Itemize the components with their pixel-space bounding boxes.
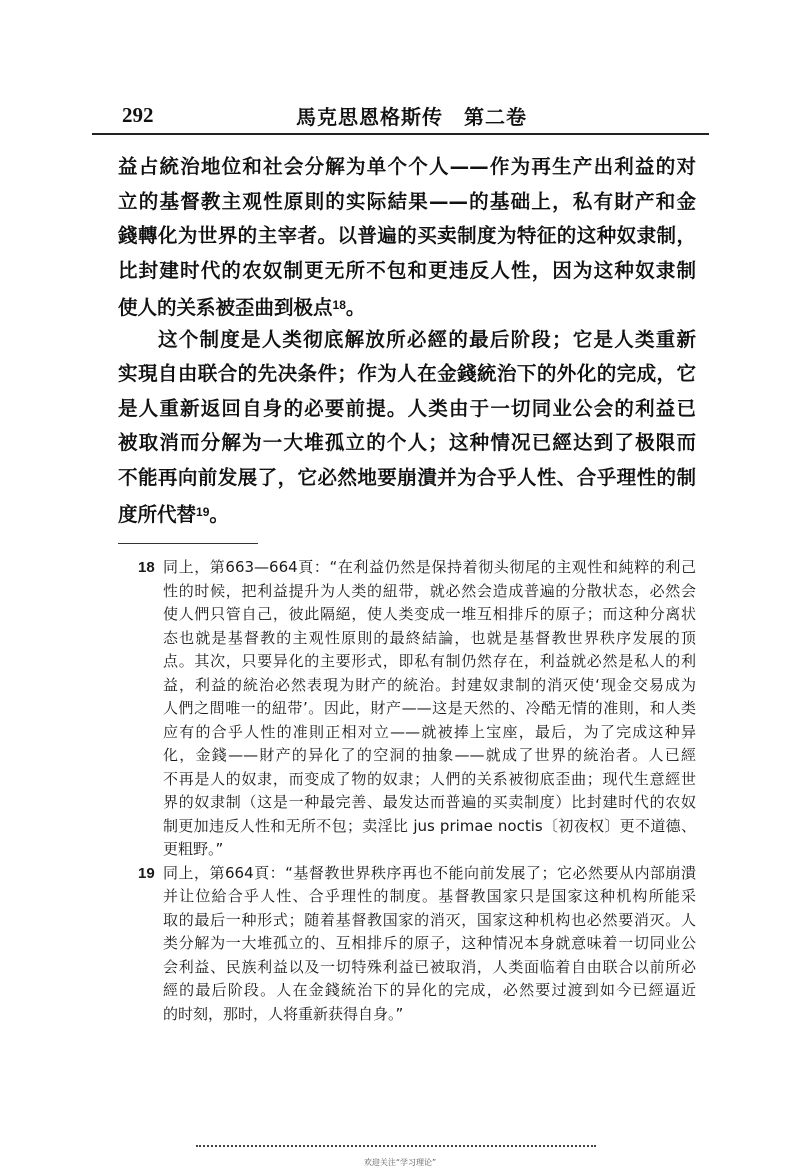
text-line: 不能再向前发展了，它必然地要崩潰并为合乎人性、合乎理性的制 bbox=[118, 465, 696, 489]
footnote-line: 会利益、民族利益以及一切特殊利益已被取消，人类面临着自由联合以前所必 bbox=[163, 957, 696, 976]
footnote-divider bbox=[118, 543, 258, 544]
footnote-ref-18: 18 bbox=[332, 298, 346, 312]
footnote-18 bbox=[118, 556, 696, 862]
main-text bbox=[118, 150, 696, 530]
footnote-number: 19 bbox=[138, 864, 155, 882]
footnote-line: 人們之間唯一的紐带’。因此，財产——这是天然的、冷酷无情的准則，和人类 bbox=[163, 699, 696, 717]
footnote-line: 使人們只管自己，彼此隔絕，使人类变成一堆互相排斥的原子；而这种分离状 bbox=[163, 605, 696, 623]
footnote-line: 同上，第663—664頁：“在利益仍然是保持着彻头彻尾的主观性和純粹的利己 bbox=[163, 558, 696, 576]
period: 。 bbox=[345, 296, 366, 319]
footnote-line: 类分解为一大堆孤立的、互相排斥的原子，这种情况本身就意味着一切同业公 bbox=[163, 934, 696, 952]
footnote-19 bbox=[118, 862, 696, 1027]
footnote-number: 18 bbox=[138, 559, 155, 576]
footnote-ref-19: 19 bbox=[196, 505, 210, 519]
page-number: 292 bbox=[122, 103, 154, 127]
footnote-line: 同上，第664頁：“基督教世界秩序再也不能向前发展了；它必然要从内部崩潰 bbox=[163, 863, 696, 882]
footnote-line: 益，利益的統治必然表現为財产的統治。封建奴隶制的消灭使‘现金交易成为 bbox=[163, 675, 696, 694]
footnotes bbox=[118, 556, 696, 1026]
footer-rule bbox=[196, 1145, 596, 1149]
text-line: 立的基督教主观性原則的实际結果——的基础上，私有財产和金 bbox=[118, 189, 696, 213]
header-rule bbox=[92, 133, 709, 135]
text-line: 錢轉化为世界的主宰者。以普遍的买卖制度为特征的这种奴隶制， bbox=[118, 224, 696, 247]
text-line: 被取消而分解为一大堆孤立的个人；这种情况已經达到了极限而 bbox=[118, 431, 696, 454]
watermark: 欢迎关注“学习理论” bbox=[363, 1158, 437, 1167]
text-line bbox=[118, 288, 696, 323]
footnote-line: 制更加违反人性和无所不包；卖淫比 jus primae noctis〔初夜权〕更不道德、 bbox=[163, 816, 696, 835]
footnote-line: 应有的合乎人性的准則正相对立——就被捧上宝座，最后，为了完成这种异 bbox=[163, 722, 696, 741]
footnote-line: 取的最后一种形式；随着基督教国家的消灭，国家这种机构也必然要消灭。人 bbox=[163, 910, 696, 929]
text-line: 益占統治地位和社会分解为单个个人——作为再生产出利益的对 bbox=[118, 155, 696, 178]
running-title: 馬克思恩格斯传 第二卷 bbox=[296, 105, 527, 129]
footnote-line: 經的最后阶段。人在金錢統治下的异化的完成，必然要过渡到如今已經逼近 bbox=[163, 981, 696, 999]
footnote-line: 更粗野。” bbox=[163, 840, 224, 858]
text-line: 实現自由联合的先决条件；作为人在金錢統治下的外化的完成，它 bbox=[118, 362, 696, 385]
footnote-line: 的时刻，那时，人将重新获得自身。” bbox=[163, 1004, 404, 1023]
footnote-line: 点。其次，只要异化的主要形式，即私有制仍然存在，利益就必然是私人的利 bbox=[163, 652, 696, 670]
footnote-line: 并让位給合乎人性、合乎理性的制度。基督教国家只是国家这种机构所能采 bbox=[163, 887, 696, 905]
footnote-line: 不再是人的奴隶，而变成了物的奴隶；人們的关系被彻底歪曲；现代生意經世 bbox=[163, 769, 696, 788]
footnote-line: 界的奴隶制（这是一种最完善、最发达而普遍的买卖制度）比封建时代的农奴 bbox=[163, 793, 696, 811]
text-line-content: 度所代替 bbox=[118, 503, 197, 526]
period: 。 bbox=[209, 503, 229, 526]
page-header bbox=[92, 101, 709, 135]
text-line: 是人重新返回自身的必要前提。人类由于一切同业公会的利益已 bbox=[118, 396, 696, 420]
text-line bbox=[118, 495, 696, 530]
text-line-content: 使人的关系被歪曲到极点 bbox=[118, 296, 333, 319]
text-line: 比封建时代的农奴制更无所不包和更违反人性，因为这种奴隶制 bbox=[118, 258, 696, 282]
text-line: 这个制度是人类彻底解放所必經的最后阶段；它是人类重新 bbox=[158, 327, 696, 351]
footnote-line: 态也就是基督教的主观性原則的最終結論，也就是基督教世界秩序发展的顶 bbox=[163, 628, 696, 647]
footnote-line: 化，金錢——財产的异化了的空洞的抽象——就成了世界的統治者。人已經 bbox=[163, 746, 696, 764]
footnote-line: 性的时候，把利益提升为人类的紐带，就必然会造成普遍的分散状态，必然会 bbox=[163, 581, 696, 600]
